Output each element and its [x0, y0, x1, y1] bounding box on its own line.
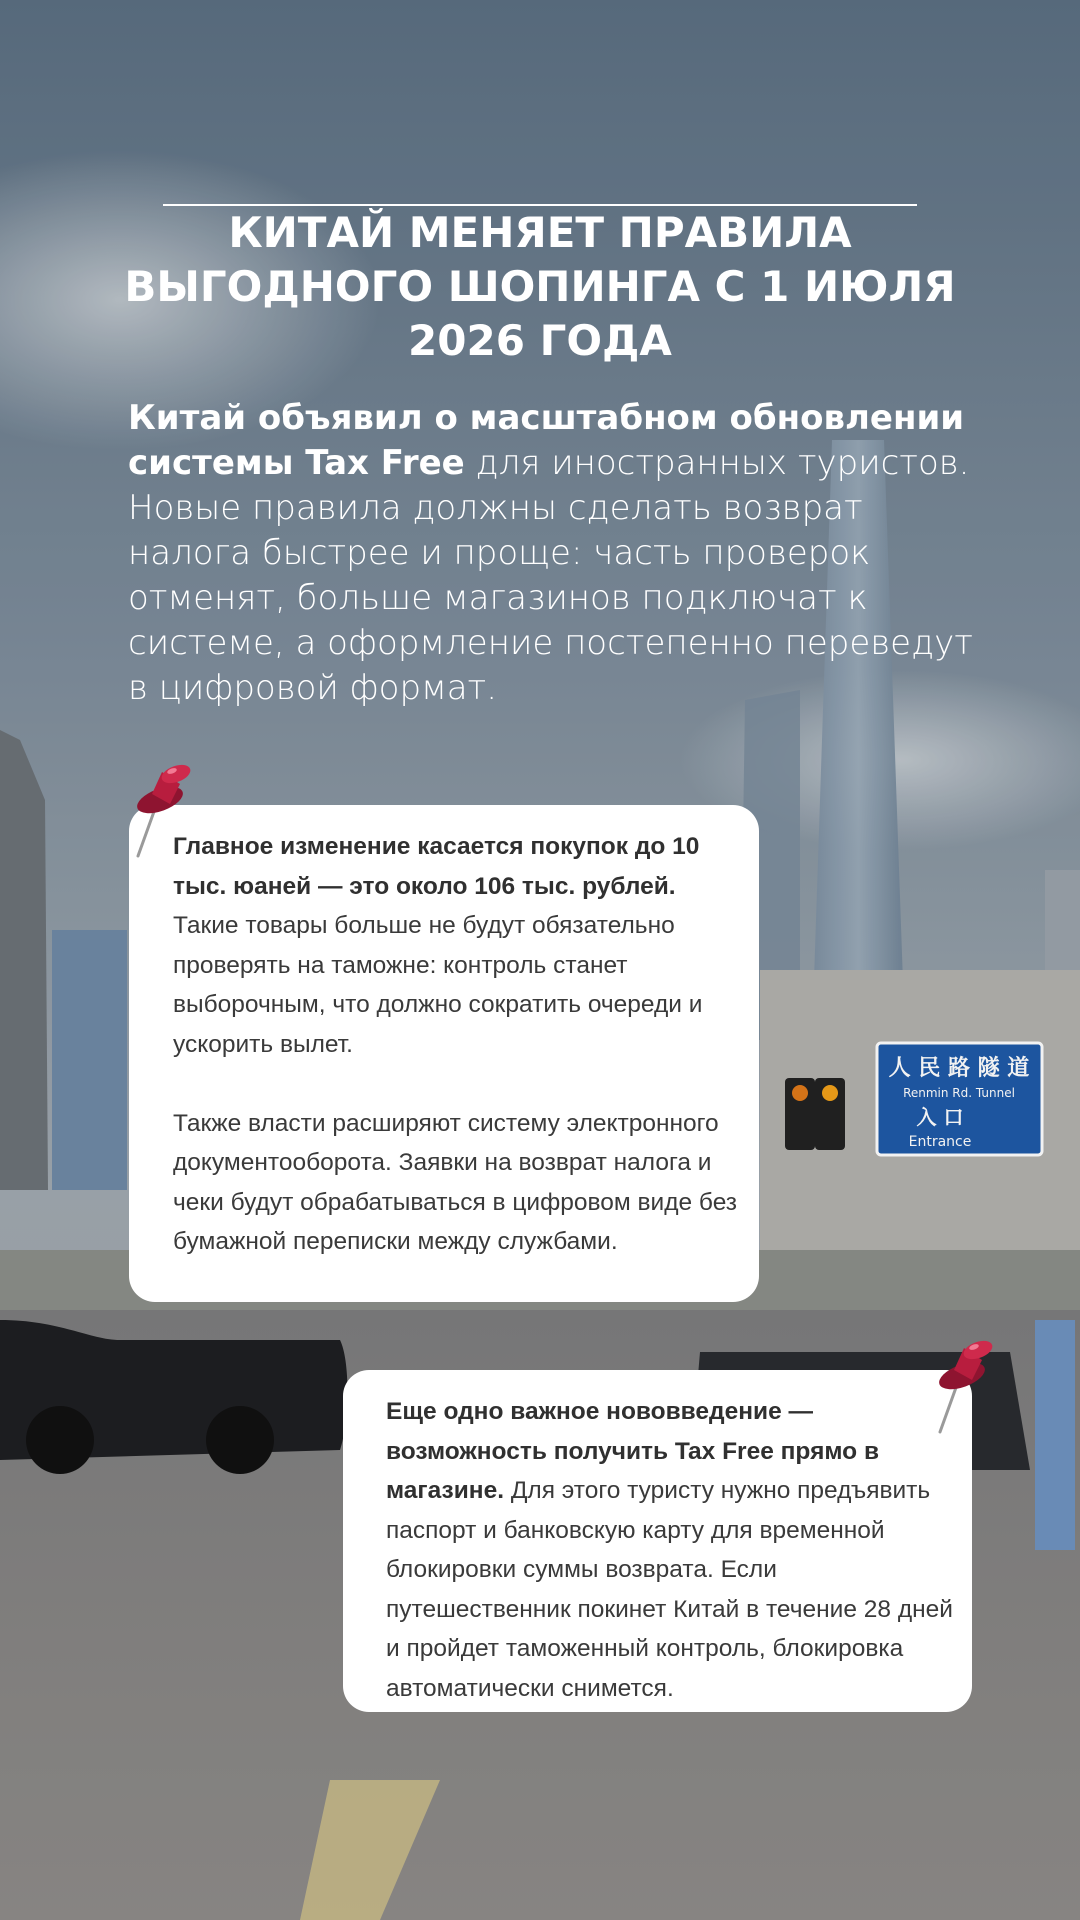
- card1-text: Такие товары больше не будут обязательно проверять на таможне: контроль станет выборочным, что должно сократить очереди и ускорить вылет.: [173, 912, 703, 1058]
- sign-line-4: Entrance: [908, 1134, 972, 1150]
- lead-bold: Китай объявил о масштабном обновлении системы Tax Free: [128, 398, 965, 483]
- push-pin-icon: [920, 1330, 1010, 1440]
- sign-line-3: 入 口: [916, 1105, 964, 1129]
- card1-paragraph-1: [173, 827, 741, 1064]
- card1-paragraph-2: Также власти расширяют систему электронного документооборота. Заявки на возврат налога и чеки будут обрабатываться в цифровом виде без бумажной переписки между службами.: [173, 1109, 738, 1255]
- lead-paragraph: [128, 396, 988, 711]
- sign-line-1: 人 民 路 隧 道: [888, 1056, 1030, 1081]
- push-pin-icon: [118, 754, 208, 864]
- page-title: КИТАЙ МЕНЯЕТ ПРАВИЛА ВЫГОДНОГО ШОПИНГА С 1 ИЮЛЯ 2026 ГОДА: [124, 208, 956, 365]
- sign-line-2: Renmin Rd. Tunnel: [903, 1086, 1015, 1100]
- lead-text: для иностранных туристов. Новые правила должны сделать возврат налога быстрее и проще: часть проверок отменят, больше магазинов подключат к системе, а оформление постепенно переведут в цифровой формат.: [128, 443, 973, 708]
- card2-text: Для этого туристу нужно предъявить паспорт и банковскую карту для временной блокировки суммы возврата. Если путешественник покинет Китай в течение 28 дней и пройдет таможенный контроль, блокировка автоматически снимется.: [386, 1477, 953, 1702]
- info-card-2: [343, 1370, 972, 1712]
- card2-bold: Еще одно важное нововведение — возможность получить Tax Free прямо в магазине.: [386, 1398, 880, 1504]
- card2-paragraph: [386, 1392, 960, 1708]
- info-card-1: [129, 805, 759, 1302]
- card1-bold: Главное изменение касается покупок до 10 тыс. юаней — это около 106 тыс. рублей.: [173, 833, 700, 900]
